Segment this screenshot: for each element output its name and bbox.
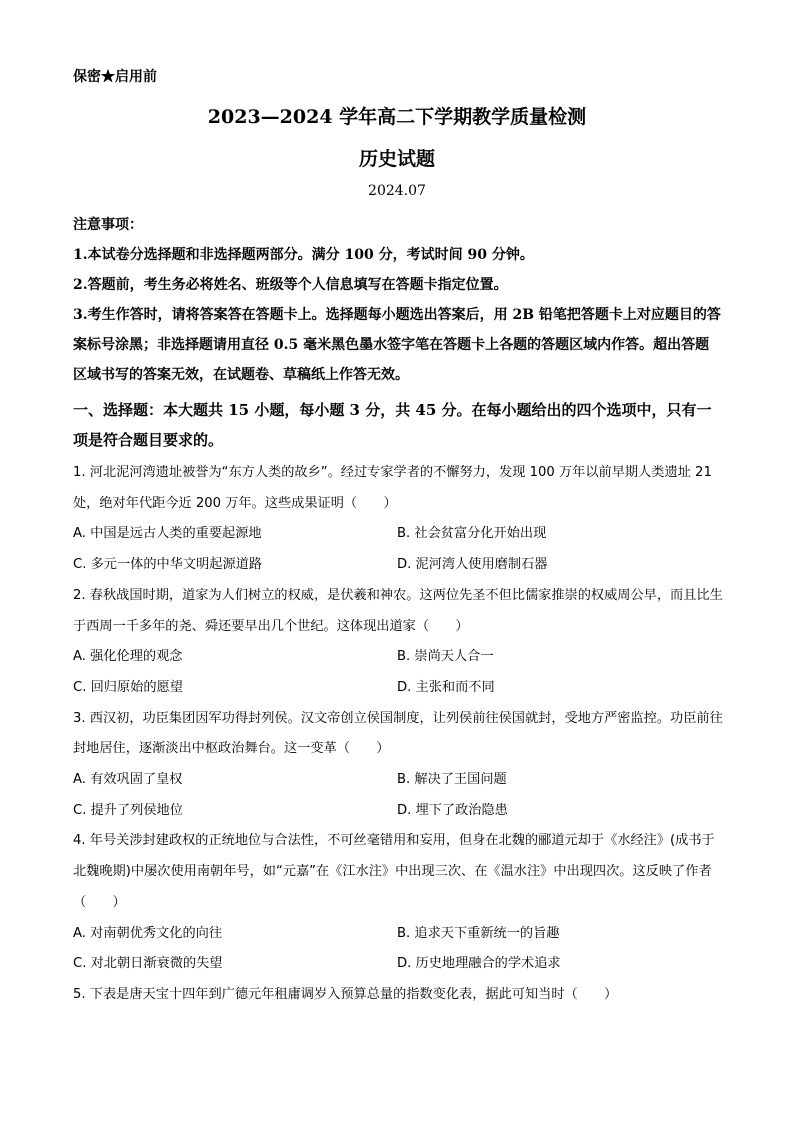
option-c: C. 提升了列侯地位: [73, 802, 183, 818]
option-b: B. 社会贫富分化开始出现: [397, 526, 547, 542]
option-grid: [73, 642, 723, 703]
option-c: C. 对北朝日渐衰微的失望: [73, 956, 223, 972]
option-grid: [73, 519, 723, 580]
question-item: [73, 581, 723, 704]
option-d: D. 埋下了政治隐患: [397, 802, 508, 818]
notes-heading: 注意事项：: [73, 217, 143, 233]
option-grid: [73, 765, 723, 826]
option-b: B. 解决了王国问题: [397, 772, 507, 788]
question-item: [73, 704, 723, 827]
exam-date: 2024.07: [368, 183, 426, 199]
question-stem: 2. 春秋战国时期，道家为人们树立的权威，是伏羲和神农。这两位先圣不但比儒家推崇的权威周公早，而且比生于西周一千多年的尧、舜还要早出几个世纪。这体现出道家（ ）: [73, 587, 723, 634]
option-grid: [73, 919, 723, 980]
notes-block: [73, 210, 723, 390]
option-d: D. 历史地理融合的学术追求: [397, 956, 561, 972]
option-a: A. 有效巩固了皇权: [73, 772, 183, 788]
question-stem: 1. 河北泥河湾遗址被誉为“东方人类的故乡”。经过专家学者的不懈努力，发现 100 万年以前早期人类遗址 21 处，绝对年代距今近 200 万年。这些成果证明（ ）: [73, 465, 712, 511]
subject-title: 历史试题: [358, 148, 435, 170]
question-list: [73, 458, 723, 1011]
question-stem: 3. 西汉初，功臣集团因军功得封列侯。汉文帝创立侯国制度，让列侯前往侯国就封，受地方严密监控。功臣前往封地居住，逐渐淡出中枢政治舞台。这一变革（ ）: [73, 710, 723, 757]
option-d: D. 主张和而不同: [397, 679, 495, 695]
option-a: A. 中国是远古人类的重要起源地: [73, 526, 262, 542]
option-a: A. 对南朝优秀文化的向往: [73, 925, 223, 941]
option-c: C. 回归原始的愿望: [73, 679, 183, 695]
notes-item: 3.考生作答时，请将答案答在答题卡上。选择题每小题选出答案后，用 2B 铅笔把答题卡上对应题目的答案标号涂黑；非选择题请用直径 0.5 毫米黑色墨水签字笔在答题卡上各题的答题区域内作答。超出答题区域书写的答案无效，在试题卷、草稿纸上作答无效。: [73, 307, 721, 383]
option-a: A. 强化伦理的观念: [73, 649, 183, 665]
section-heading: 一、选择题：本大题共 15 小题，每小题 3 分，共 45 分。在每小题给出的四个选项中，只有一项是符合题目要求的。: [73, 401, 712, 449]
option-b: B. 崇尚天人合一: [397, 649, 494, 665]
notes-item: 1.本试卷分选择题和非选择题两部分。满分 100 分，考试时间 90 分钟。: [73, 247, 534, 263]
notes-item: 2.答题前，考生务必将姓名、班级等个人信息填写在答题卡指定位置。: [73, 277, 508, 293]
option-d: D. 泥河湾人使用磨制石器: [397, 557, 548, 573]
option-b: B. 追求天下重新统一的旨趣: [397, 925, 560, 941]
confidential-label: 保密★启用前: [73, 69, 157, 85]
exam-title: 2023—2024 学年高二下学期教学质量检测: [207, 106, 587, 128]
question-item: [73, 458, 723, 581]
question-item: [73, 826, 723, 980]
question-stem: 4. 年号关涉封建政权的正统地位与合法性，不可丝毫错用和妄用，但身在北魏的郦道元却于《水经注》(成书于北魏晚期)中屡次使用南朝年号，如“元嘉”在《江水注》中出现三次、在《温水注》中出现四次。这反映了作者（ ）: [73, 833, 715, 910]
question-stem: 5. 下表是唐天宝十四年到广德元年租庸调岁入预算总量的指数变化表，据此可知当时（ ）: [73, 986, 618, 1002]
question-item: [73, 980, 723, 1011]
option-c: C. 多元一体的中华文明起源道路: [73, 557, 263, 573]
